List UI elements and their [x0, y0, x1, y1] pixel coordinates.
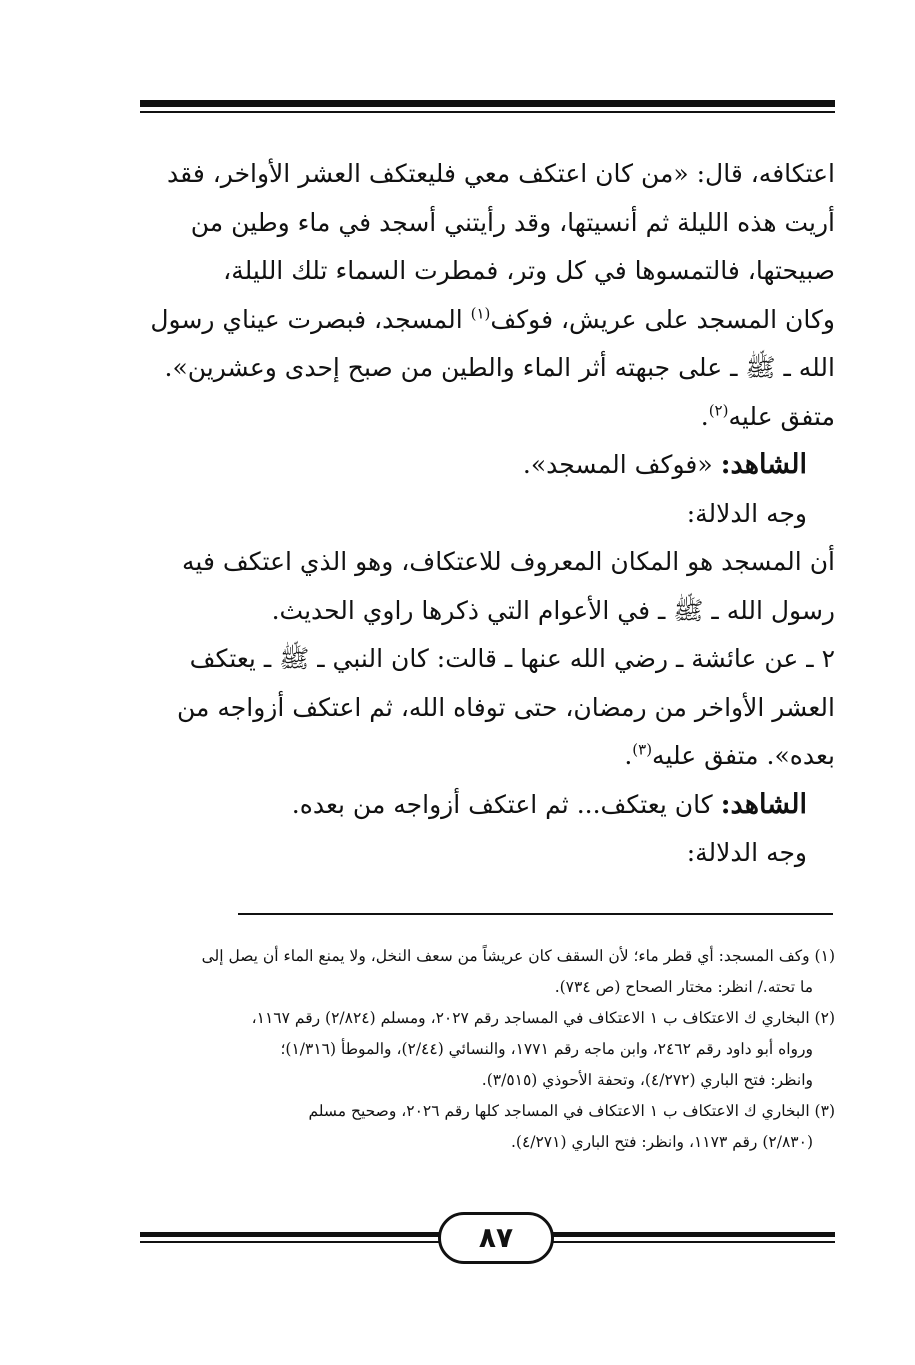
footnote-2-line: وانظر: فتح الباري (٤/٢٧٢)، وتحفة الأحوذي (٣/٥١٥).	[481, 1071, 813, 1089]
body-line: الله ـ ﷺ ـ على جبهته أثر الماء والطين من صبح إحدى وعشرين».	[164, 353, 835, 382]
bottom-rule	[140, 1212, 835, 1262]
body-line: العشر الأواخر من رمضان، حتى توفاه الله، ثم اعتكف أزواجه من	[177, 692, 835, 722]
top-rule	[140, 100, 835, 113]
footnote-3-line: (٣) البخاري ك الاعتكاف ب ١ الاعتكاف في المساجد كلها رقم ٢٠٢٦، وصحيح مسلم	[308, 1102, 835, 1120]
shahid-line	[140, 781, 835, 830]
wajh-dalala-heading: وجه الدلالة:	[686, 498, 807, 528]
body-text: المسجد، فبصرت عيناي رسول	[150, 304, 463, 334]
shahid-text: «فوكف المسجد».	[522, 450, 713, 479]
footnote-3-line: (٢/٨٣٠) رقم ١١٧٣، وانظر: فتح الباري (٤/٢٧١).	[510, 1133, 813, 1151]
footnote-ref-2[interactable]: (٢)	[708, 401, 729, 420]
footnote-separator	[238, 913, 833, 915]
body-line: أريت هذه الليلة ثم أنسيتها، وقد رأيتني أسجد في ماء وطين من	[190, 207, 835, 237]
body-text: وكان المسجد على عريش، فوكف	[490, 304, 835, 334]
body-line	[140, 393, 835, 442]
footnote-ref-3[interactable]: (٣)	[632, 740, 653, 759]
body-line	[140, 732, 835, 781]
body-line: أن المسجد هو المكان المعروف للاعتكاف، وهو الذي اعتكف فيه	[182, 547, 835, 576]
shahid-line	[140, 441, 835, 490]
footnote-1-line: ما تحته./ انظر: مختار الصحاح (ص ٧٣٤).	[554, 978, 813, 996]
page-number: ٨٧	[438, 1212, 554, 1264]
footnote-ref-1[interactable]: (١)	[470, 304, 491, 323]
body-line	[140, 296, 835, 345]
footnote-1-line: (١) وكف المسجد: أي قطر ماء؛ لأن السقف كان عريشاً من سعف النخل، ولا يمنع الماء أن يصل إلى	[201, 947, 835, 965]
top-rule-thin	[140, 111, 835, 113]
footnote-2-line: (٢) البخاري ك الاعتكاف ب ١ الاعتكاف في المساجد رقم ٢٠٢٧، ومسلم (٢/٨٢٤) رقم ١١٦٧،	[251, 1009, 835, 1027]
main-text	[140, 150, 835, 878]
body-line: ٢ ـ عن عائشة ـ رضي الله عنها ـ قالت: كان النبي ـ ﷺ ـ يعتكف	[189, 644, 835, 673]
shahid-label: الشاهد:	[720, 449, 807, 480]
shahid-label: الشاهد:	[720, 788, 807, 820]
footnotes	[140, 941, 835, 1158]
shahid-text: كان يعتكف... ثم اعتكف أزواجه من بعده.	[291, 789, 713, 819]
body-text: بعده». متفق عليه	[652, 741, 835, 770]
body-line: رسول الله ـ ﷺ ـ في الأعوام التي ذكرها راوي الحديث.	[271, 595, 835, 625]
body-text: متفق عليه	[728, 401, 835, 431]
body-line: صبيحتها، فالتمسوها في كل وتر، فمطرت السماء تلك الليلة،	[223, 256, 835, 285]
body-text: .	[700, 401, 709, 431]
wajh-dalala-heading: وجه الدلالة:	[686, 838, 807, 867]
footnote-2-line: ورواه أبو داود رقم ٢٤٦٢، وابن ماجه رقم ١٧٧١، والنسائي (٢/٤٤)، والموطأ (١/٣١٦)؛	[280, 1040, 813, 1058]
body-line: اعتكافه، قال: «من كان اعتكف معي فليعتكف العشر الأواخر، فقد	[167, 159, 835, 188]
body-text: .	[624, 741, 633, 770]
top-rule-thick	[140, 100, 835, 107]
